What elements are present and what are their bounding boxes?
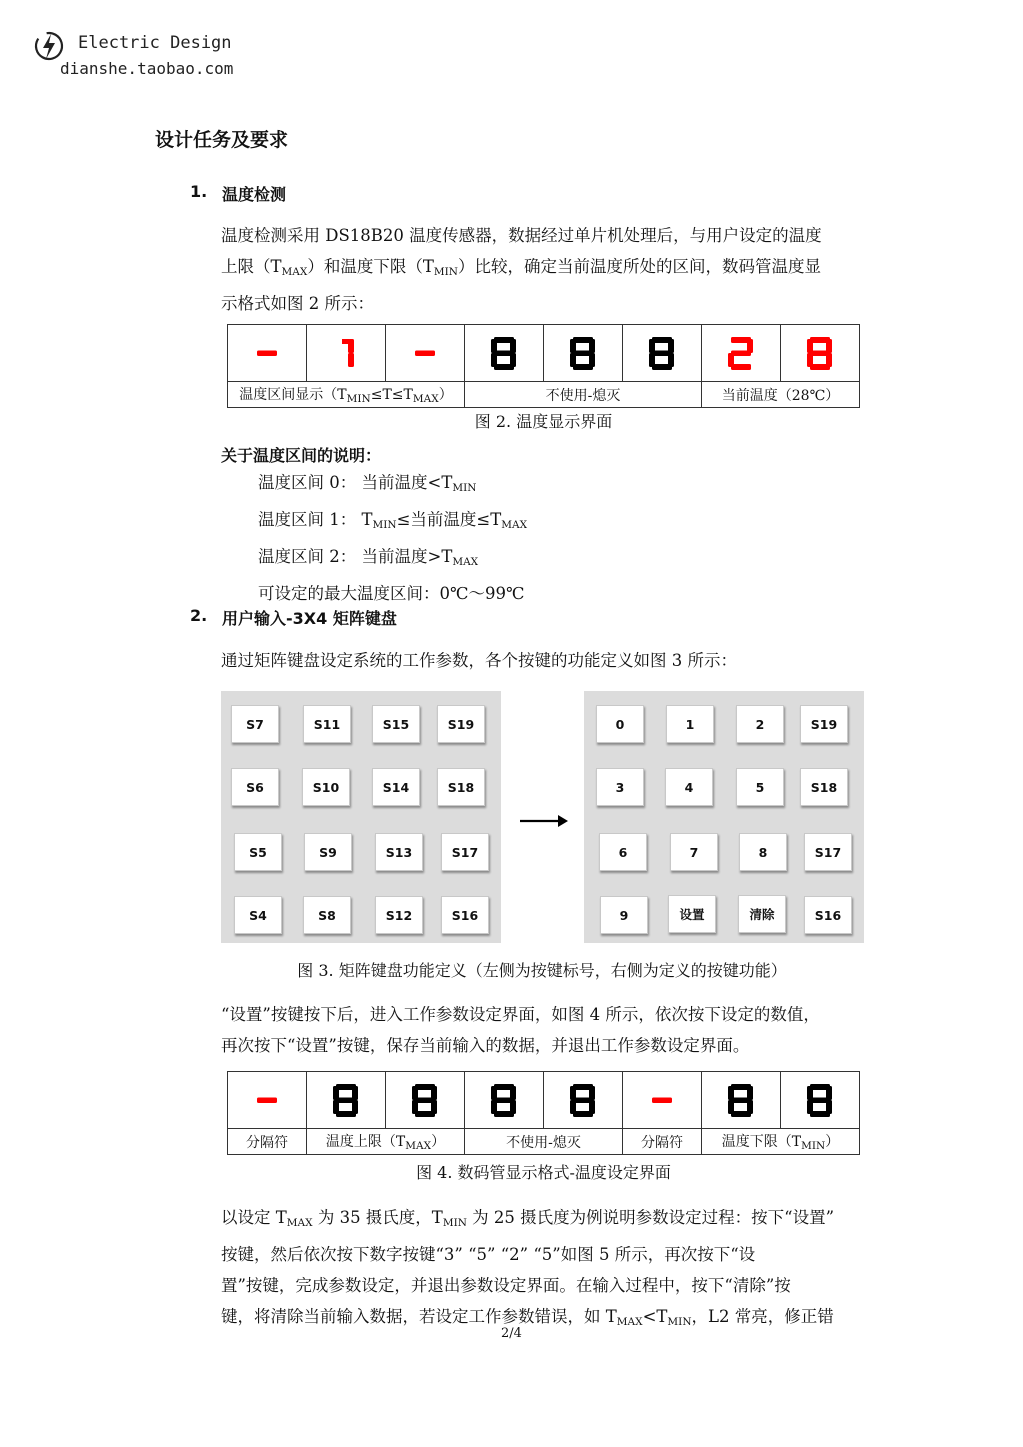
key-s19-right[interactable]: S19: [800, 705, 848, 743]
key-s16[interactable]: S16: [441, 896, 489, 934]
segment-g: [415, 1098, 435, 1104]
section1-heading: 温度检测: [222, 185, 287, 204]
key-s6[interactable]: S6: [231, 768, 279, 806]
segment-g: [494, 351, 514, 357]
label-current-temp: 当前温度（28℃）: [702, 382, 860, 408]
segment-g: [494, 1098, 514, 1104]
key-s11[interactable]: S11: [303, 705, 351, 743]
page-title: 设计任务及要求: [155, 129, 289, 151]
section2-heading: 用户输入-3X4 矩阵键盘: [222, 609, 397, 628]
segment-g: [415, 351, 435, 357]
key-s7[interactable]: S7: [231, 705, 279, 743]
lightning-logo-icon: [33, 30, 65, 62]
para-line: 置”按键，完成参数设定，并退出参数设定界面。在输入过程中，按下“清除”按: [221, 1276, 791, 1295]
seg-digit: [623, 325, 702, 382]
seg-digit: [781, 1072, 860, 1129]
seg-digit: [307, 1072, 386, 1129]
brand-name: Electric Design: [78, 33, 232, 53]
key-s13[interactable]: S13: [375, 833, 423, 871]
section2-paragraph: 通过矩阵键盘设定系统的工作参数，各个按键的功能定义如图 3 所示：: [221, 651, 737, 670]
figure2-display-table: [227, 324, 860, 408]
para-line: 示格式如图 2 所示：: [221, 294, 374, 313]
key-s17[interactable]: S17: [441, 833, 489, 871]
seg-digit: [702, 1072, 781, 1129]
setting-paragraph: [221, 999, 871, 1061]
para-line: 再次按下“设置”按键，保存当前输入的数据，并退出工作参数设定界面。: [221, 1036, 750, 1055]
key-9[interactable]: 9: [600, 896, 648, 934]
key-clear[interactable]: 清除: [738, 895, 786, 933]
segment-g: [257, 351, 277, 357]
seg-digit: [228, 1072, 307, 1129]
range-notes-list: [258, 467, 858, 609]
keypad-right: [584, 691, 864, 943]
range-notes-heading: 关于温度区间的说明：: [221, 446, 382, 465]
seg-digit: [386, 325, 465, 382]
segment-g: [573, 351, 593, 357]
segment-g: [810, 1098, 830, 1104]
para-line: 上限$(T_{MAX})$和温度下限$(T_{MIN})$比较，确定当前温度所处的区间，数码管温度显: [221, 257, 821, 278]
range-note-max: 可设定的最大温度区间：0℃～99℃: [258, 584, 525, 603]
seg-digit: [544, 325, 623, 382]
section1-paragraph: [221, 220, 871, 319]
segment-g: [810, 351, 830, 357]
key-1[interactable]: 1: [666, 705, 714, 743]
seg-digit: [702, 325, 781, 382]
range-note-0: 温度区间 0： 当前温度$<T_{MIN}$: [258, 473, 477, 494]
segment-g: [731, 1098, 751, 1104]
para-line: “设置”按键按下后，进入工作参数设定界面，如图 4 所示，依次按下设定的数值，: [221, 1005, 820, 1024]
seg-digit: [544, 1072, 623, 1129]
keypad-left: [221, 691, 501, 943]
arrow-right-icon: [518, 812, 570, 830]
section2-number: 2.: [190, 606, 208, 625]
para-line: 以设定 $T_{MAX}$ 为 35 摄氏度，$T_{MIN}$ 为 25 摄氏度为例说明参数设定过程：按下“设置”: [221, 1208, 835, 1229]
seg-digit: [228, 325, 307, 382]
segment-g: [652, 1098, 672, 1104]
segment-g: [652, 351, 672, 357]
key-8[interactable]: 8: [739, 833, 787, 871]
figure3-caption: 图 3. 矩阵键盘功能定义（左侧为按键标号，右侧为定义的按键功能）: [297, 961, 787, 980]
key-s16-right[interactable]: S16: [804, 896, 852, 934]
page-number: 2/4: [501, 1326, 522, 1341]
key-s4[interactable]: S4: [234, 896, 282, 934]
key-2[interactable]: 2: [736, 705, 784, 743]
segment-g: [336, 1098, 356, 1104]
label-unused: 不使用-熄灭: [465, 382, 702, 408]
para-line: 按键，然后依次按下数字按键“3” “5” “2” “5”如图 5 所示，再次按下“设: [221, 1245, 756, 1264]
key-5[interactable]: 5: [736, 768, 784, 806]
label-range-display: 温度区间显示$(T_{MIN}\le T\le T_{MAX})$: [228, 382, 465, 408]
key-s12[interactable]: S12: [375, 896, 423, 934]
key-3[interactable]: 3: [596, 768, 644, 806]
section1-number: 1.: [190, 182, 208, 201]
segment-c: [348, 353, 354, 367]
seg-digit: [465, 325, 544, 382]
label-separator: 分隔符: [228, 1129, 307, 1155]
label-separator: 分隔符: [623, 1129, 702, 1155]
para-line: 键，将清除当前输入数据，若设定工作参数错误，如 $T_{MAX}<T_{MIN}$，L2 常亮，修正错: [221, 1307, 834, 1328]
segment-g: [257, 1098, 277, 1104]
label-unused: 不使用-熄灭: [465, 1129, 623, 1155]
key-s15[interactable]: S15: [372, 705, 420, 743]
key-7[interactable]: 7: [670, 833, 718, 871]
figure4-display-table: [227, 1071, 860, 1155]
brand-site: dianshe.taobao.com: [60, 59, 234, 78]
key-setting[interactable]: 设置: [668, 895, 716, 933]
key-s8[interactable]: S8: [303, 896, 351, 934]
seg-digit: [623, 1072, 702, 1129]
segment-flag: [342, 339, 349, 344]
example-paragraph: [221, 1202, 871, 1338]
key-0[interactable]: 0: [596, 705, 644, 743]
figure2-caption: 图 2. 温度显示界面: [474, 412, 613, 431]
label-lower-limit: 温度下限$(T_{MIN})$: [702, 1129, 860, 1155]
range-note-1: 温度区间 1： $T_{MIN}\le$当前温度$\le T_{MAX}$: [258, 510, 528, 531]
key-s5[interactable]: S5: [234, 833, 282, 871]
key-6[interactable]: 6: [599, 833, 647, 871]
key-s14[interactable]: S14: [372, 768, 420, 806]
key-s17-right[interactable]: S17: [804, 833, 852, 871]
seg-digit: [781, 325, 860, 382]
figure4-caption: 图 4. 数码管显示格式-温度设定界面: [416, 1163, 671, 1182]
key-4[interactable]: 4: [665, 768, 713, 806]
range-note-2: 温度区间 2： 当前温度$>T_{MAX}$: [258, 547, 479, 568]
key-s19[interactable]: S19: [437, 705, 485, 743]
key-s9[interactable]: S9: [304, 833, 352, 871]
segment-d: [731, 364, 751, 370]
seg-digit: [386, 1072, 465, 1129]
key-s10[interactable]: S10: [302, 768, 350, 806]
key-s18-right[interactable]: S18: [800, 768, 848, 806]
segment-g: [573, 1098, 593, 1104]
para-line: 温度检测采用 DS18B20 温度传感器，数据经过单片机处理后，与用户设定的温度: [221, 226, 822, 245]
label-upper-limit: 温度上限$(T_{MAX})$: [307, 1129, 465, 1155]
seg-digit: [465, 1072, 544, 1129]
key-s18[interactable]: S18: [437, 768, 485, 806]
seg-digit: [307, 325, 386, 382]
